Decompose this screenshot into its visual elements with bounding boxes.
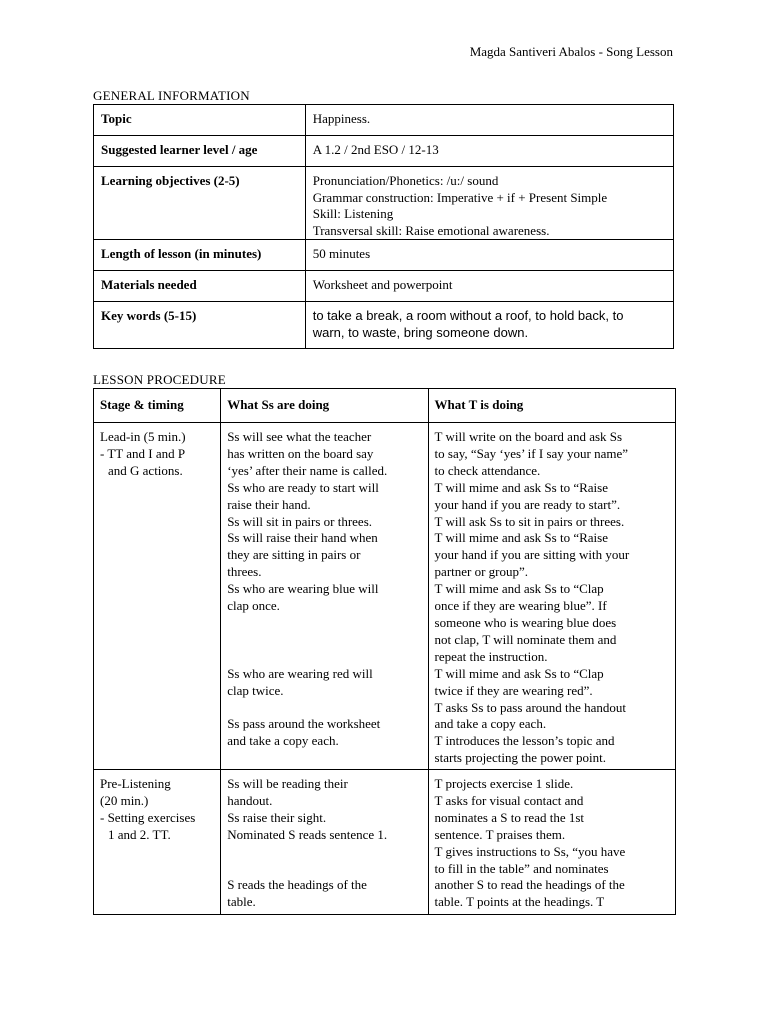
cell-line: to say, “Say ‘yes’ if I say your name” [434,445,629,461]
value-line: to take a break, a room without a roof, to hold back, to [312,308,624,323]
value-line: warn, to waste, bring someone down. [312,324,529,340]
procedure-cell-ss [221,770,428,915]
cell-line [227,861,421,878]
general-info-value [305,105,673,136]
cell-line: T asks for visual contact and [434,792,584,808]
cell-line: table. T points at the headings. T [434,894,605,910]
cell-line: Ss who are wearing red will [227,665,373,681]
value-line: Grammar construction: Imperative + if + Present Simple [312,189,608,205]
procedure-header-row [94,389,676,423]
cell-line: T asks Ss to pass around the handout [434,699,627,715]
cell-line: T will ask Ss to sit in pairs or threes. [434,513,625,529]
cell-line: your hand if you are sitting with your [434,547,630,563]
procedure-cell-stage [94,770,221,915]
cell-line: has written on the board say [227,445,374,461]
cell-line: (20 min.) [100,792,149,808]
cell-line [227,615,421,632]
value-line: 50 minutes [312,246,371,261]
cell-line: your hand if you are ready to start”. [434,496,621,512]
cell-line: Ss who are ready to start will [227,479,379,495]
cell-line: twice if they are wearing red”. [434,682,593,698]
general-information-title: GENERAL INFORMATION [93,88,250,103]
cell-line: sentence. T praises them. [434,826,566,842]
cell-line: Ss pass around the worksheet [227,716,381,732]
cell-line: repeat the instruction. [434,648,548,664]
value-line: Happiness. [312,111,371,126]
cell-line: table. [227,894,256,910]
procedure-cell-ss [221,423,428,770]
cell-line: clap twice. [227,682,284,698]
cell-line: T will mime and ask Ss to “Raise [434,479,608,495]
cell-line [227,649,421,666]
value-line: Transversal skill: Raise emotional awareness. [312,222,550,238]
general-info-value [305,167,673,240]
general-info-row [94,240,674,271]
cell-line: T introduces the lesson’s topic and [434,733,615,749]
cell-line [227,844,421,861]
cell-line: S reads the headings of the [227,877,367,893]
lesson-procedure-table [93,388,676,915]
general-info-row [94,302,674,349]
cell-line: 1 and 2. TT. [108,826,171,842]
cell-line: starts projecting the power point. [434,750,607,766]
cell-line: T projects exercise 1 slide. [434,776,574,791]
cell-line: T will mime and ask Ss to “Clap [434,581,604,597]
value-line: A 1.2 / 2nd ESO / 12-13 [312,142,439,157]
general-info-value [305,240,673,271]
general-info-label: Suggested learner level / age [94,136,306,167]
general-info-label: Learning objectives (2-5) [94,167,306,240]
cell-line: Ss will see what the teacher [227,429,372,444]
lesson-procedure-title: LESSON PROCEDURE [93,372,226,387]
cell-line: T will write on the board and ask Ss [434,429,623,444]
general-info-row [94,136,674,167]
cell-line: handout. [227,792,273,808]
cell-line: T will mime and ask Ss to “Clap [434,665,604,681]
procedure-row [94,770,676,915]
procedure-row [94,423,676,770]
cell-line: partner or group”. [434,564,529,580]
general-info-value [305,271,673,302]
cell-line: to check attendance. [434,462,541,478]
header-t: What T is doing [428,389,675,423]
value-line: Skill: Listening [312,206,394,221]
cell-line: Ss will raise their hand when [227,530,378,546]
procedure-cell-t [428,423,675,770]
document-header: Magda Santiveri Abalos - Song Lesson [469,44,673,59]
general-information-table [93,104,674,349]
general-info-value [305,136,673,167]
cell-line: T gives instructions to Ss, “you have [434,843,626,859]
general-info-row [94,167,674,240]
general-info-row [94,271,674,302]
cell-line: another S to read the headings of the [434,877,625,893]
cell-line: clap once. [227,598,280,614]
cell-line: T will mime and ask Ss to “Raise [434,530,608,546]
cell-line: to fill in the table” and nominates [434,860,609,876]
cell-line: nominates a S to read the 1st [434,809,585,825]
cell-line: threes. [227,564,262,580]
cell-line: Ss who are wearing blue will [227,581,379,597]
cell-line: someone who is wearing blue does [434,614,617,630]
general-info-value [305,302,673,349]
value-line: Pronunciation/Phonetics: /u:/ sound [312,173,499,188]
general-info-label: Key words (5-15) [94,302,306,349]
header-ss: What Ss are doing [221,389,428,423]
cell-line: not clap, T will nominate them and [434,631,617,647]
cell-line: Ss raise their sight. [227,809,327,825]
cell-line: and take a copy each. [227,733,339,749]
cell-line: Ss will sit in pairs or threes. [227,513,372,529]
cell-line: Ss will be reading their [227,776,348,791]
header-stage: Stage & timing [94,389,221,423]
cell-line [227,700,421,717]
procedure-cell-t [428,770,675,915]
cell-line: ‘yes’ after their name is called. [227,462,388,478]
cell-line: and take a copy each. [434,716,547,732]
cell-line: raise their hand. [227,496,311,512]
cell-line: Lead-in (5 min.) [100,429,186,444]
cell-line: Nominated S reads sentence 1. [227,826,388,842]
cell-line: Pre-Listening [100,776,171,791]
value-line: Worksheet and powerpoint [312,277,453,292]
cell-line: they are sitting in pairs or [227,547,361,563]
cell-line: - TT and I and P [100,445,186,461]
general-info-row [94,105,674,136]
general-info-label: Materials needed [94,271,306,302]
general-info-label: Topic [94,105,306,136]
cell-line: - Setting exercises [100,809,196,825]
cell-line [227,632,421,649]
procedure-cell-stage [94,423,221,770]
cell-line: once if they are wearing blue”. If [434,598,607,614]
cell-line: and G actions. [108,462,183,478]
general-info-label: Length of lesson (in minutes) [94,240,306,271]
